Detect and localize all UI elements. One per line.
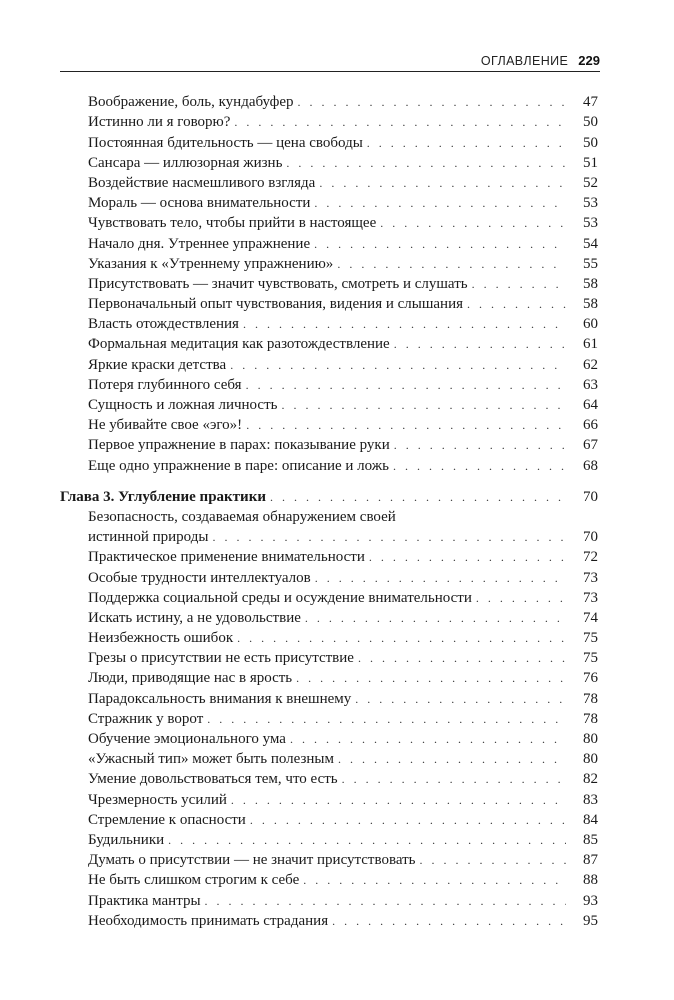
entry-page: 75 [583,650,598,667]
leader-dots [298,96,566,108]
entry-title-line1: Безопасность, создаваемая обнаружением своей [88,508,396,525]
toc-entry[interactable] [60,131,598,151]
entry-page: 80 [583,751,598,768]
entry-page: 73 [583,589,598,606]
leader-dots [314,197,566,209]
leader-dots [246,419,566,431]
entry-title: Думать о присутствии — не значит присутствовать [88,852,416,869]
table-of-contents [60,91,598,930]
entry-page: 50 [583,114,598,131]
leader-dots [472,278,566,290]
toc-section-part2 [60,546,598,930]
leader-dots [394,338,566,350]
entry-title: Особые трудности интеллектуалов [88,569,311,586]
running-header [60,50,600,72]
leader-dots [303,874,566,886]
leader-dots [286,157,566,169]
toc-entry[interactable] [60,152,598,172]
entry-page: 51 [583,154,598,171]
toc-entry[interactable] [60,111,598,131]
leader-dots [234,116,566,128]
entry-title-line2: истинной природы [88,529,209,546]
toc-entry[interactable] [60,232,598,252]
entry-title: Потеря глубинного себя [88,376,242,393]
toc-entry[interactable] [60,172,598,192]
entry-page: 67 [583,437,598,454]
entry-title: Грезы о присутствии не есть присутствие [88,650,354,667]
entry-page: 82 [583,771,598,788]
entry-page: 66 [583,417,598,434]
toc-entry[interactable] [60,627,598,647]
leader-dots [290,733,566,745]
leader-dots [231,794,566,806]
toc-entry[interactable] [60,91,598,111]
entry-title: Неизбежность ошибок [88,630,234,647]
toc-entry[interactable] [60,667,598,687]
entry-page: 75 [583,630,598,647]
leader-dots [380,217,566,229]
entry-title: Искать истину, а не удовольствие [88,609,301,626]
leader-dots [270,491,566,503]
toc-entry[interactable] [60,728,598,748]
entry-title: Яркие краски детства [88,356,227,373]
entry-page: 87 [583,852,598,869]
entry-title: Еще одно упражнение в паре: описание и ложь [88,457,389,474]
toc-entry[interactable] [60,192,598,212]
leader-dots [367,137,566,149]
entry-page: 50 [583,134,598,151]
toc-entry[interactable] [60,414,598,434]
entry-page: 78 [583,710,598,727]
toc-entry[interactable] [60,849,598,869]
entry-title: Необходимость принимать страдания [88,912,329,929]
leader-dots [230,359,566,371]
entry-title: Первоначальный опыт чувствования, видения и слышания [88,296,463,313]
entry-title: Чрезмерность усилий [88,791,227,808]
leader-dots [355,693,566,705]
toc-entry[interactable] [60,333,598,353]
entry-page: 52 [583,174,598,191]
toc-entry-multiline[interactable] [60,506,598,546]
entry-page: 55 [583,255,598,272]
leader-dots [207,713,566,725]
entry-title: Парадоксальность внимания к внешнему [88,690,352,707]
leader-dots [205,895,566,907]
leader-dots [237,632,566,644]
entry-title: Не убивайте свое «эго»! [88,417,243,434]
toc-entry[interactable] [60,394,598,414]
entry-page: 63 [583,376,598,393]
toc-entry[interactable] [60,454,598,474]
entry-title: Стражник у ворот [88,710,204,727]
entry-title: Присутствовать — значит чувствовать, смотреть и слушать [88,275,468,292]
entry-page: 68 [583,457,598,474]
entry-title: Люди, приводящие нас в ярость [88,670,293,687]
entry-title: Истинно ли я говорю? [88,114,231,131]
entry-title: Начало дня. Утреннее упражнение [88,235,311,252]
chapter-page: 70 [583,488,598,505]
toc-entry[interactable] [60,788,598,808]
entry-title-line2-row [88,526,598,546]
entry-page: 54 [583,235,598,252]
entry-title: Умение довольствоваться тем, что есть [88,771,338,788]
leader-dots [319,177,566,189]
leader-dots [296,672,566,684]
entry-page: 73 [583,569,598,586]
entry-page: 61 [583,336,598,353]
toc-entry[interactable] [60,353,598,373]
entry-page: 53 [583,195,598,212]
toc-entry[interactable] [60,708,598,728]
leader-dots [476,592,566,604]
leader-dots [246,379,566,391]
leader-dots [342,773,566,785]
entry-page: 80 [583,731,598,747]
entry-title: «Ужасный тип» может быть полезным [88,751,335,768]
leader-dots [358,652,566,664]
leader-dots [305,612,566,624]
entry-title: Указания к «Утреннему упражнению» [88,255,334,272]
entry-title: Мораль — основа внимательности [88,195,311,212]
entry-page: 62 [583,356,598,373]
leader-dots [212,531,566,543]
entry-page: 85 [583,831,598,848]
toc-chapter-heading[interactable] [60,486,598,506]
entry-page: 58 [583,296,598,313]
toc-entry[interactable] [60,566,598,586]
toc-entry[interactable] [60,687,598,707]
toc-entry[interactable] [60,768,598,788]
toc-entry[interactable] [60,273,598,293]
toc-entry[interactable] [60,869,598,889]
leader-dots [332,915,566,927]
leader-dots [467,298,566,310]
leader-dots [394,439,566,451]
entry-page: 60 [583,316,598,333]
toc-section-part1 [60,91,598,475]
toc-entry[interactable] [60,293,598,313]
chapter-title: Глава 3. Углубление практики [60,488,266,505]
entry-title: Сансара — иллюзорная жизнь [88,154,283,171]
entry-page: 70 [583,529,598,546]
entry-page: 95 [583,912,598,929]
entry-page: 64 [583,397,598,413]
entry-page: 76 [583,670,598,687]
entry-title: Воображение, боль, кундабуфер [88,94,294,111]
toc-entry[interactable] [60,829,598,849]
entry-page: 72 [583,549,598,566]
toc-entry[interactable] [60,809,598,829]
entry-page: 84 [583,811,598,828]
entry-title: Воздействие насмешливого взгляда [88,174,316,191]
leader-dots [420,854,566,866]
toc-entry[interactable] [60,748,598,768]
entry-title: Сущность и ложная личность [88,397,278,413]
leader-dots [338,753,566,765]
toc-entry[interactable] [60,910,598,930]
leader-dots [393,460,566,472]
leader-dots [243,318,566,330]
toc-entry[interactable] [60,374,598,394]
entry-page: 83 [583,791,598,808]
toc-entry[interactable] [60,253,598,273]
entry-page: 88 [583,872,598,889]
toc-entry[interactable] [60,546,598,566]
toc-entry[interactable] [60,889,598,909]
entry-title: Практическое применение внимательности [88,549,365,566]
entry-title: Не быть слишком строгим к себе [88,872,300,889]
toc-entry[interactable] [60,434,598,454]
leader-dots [337,258,566,270]
entry-title: Будильники [88,831,165,848]
leader-dots [315,572,566,584]
entry-title: Практика мантры [88,892,201,909]
entry-title: Первое упражнение в парах: показывание руки [88,437,390,454]
entry-title: Чувствовать тело, чтобы прийти в настоящее [88,215,377,232]
entry-page: 78 [583,690,598,707]
leader-dots [250,814,566,826]
entry-page: 58 [583,275,598,292]
entry-title: Стремление к опасности [88,811,246,828]
leader-dots [168,834,566,846]
entry-title: Поддержка социальной среды и осуждение внимательности [88,589,472,606]
header-section-title: ОГЛАВЛЕНИЕ [480,54,569,68]
entry-page: 47 [583,94,598,111]
entry-page: 93 [583,892,598,909]
toc-entry[interactable] [60,587,598,607]
leader-dots [282,399,567,411]
entry-title: Постоянная бдительность — цена свободы [88,134,363,151]
header-page-number: 229 [578,53,600,68]
leader-dots [314,238,566,250]
entry-page: 53 [583,215,598,232]
toc-entry[interactable] [60,313,598,333]
entry-title: Обучение эмоционального ума [88,731,286,747]
toc-entry[interactable] [60,647,598,667]
entry-page: 74 [583,609,598,626]
toc-entry[interactable] [60,212,598,232]
entry-title: Формальная медитация как разотождествление [88,336,390,353]
toc-entry[interactable] [60,607,598,627]
leader-dots [369,551,566,563]
entry-title: Власть отождествления [88,316,239,333]
